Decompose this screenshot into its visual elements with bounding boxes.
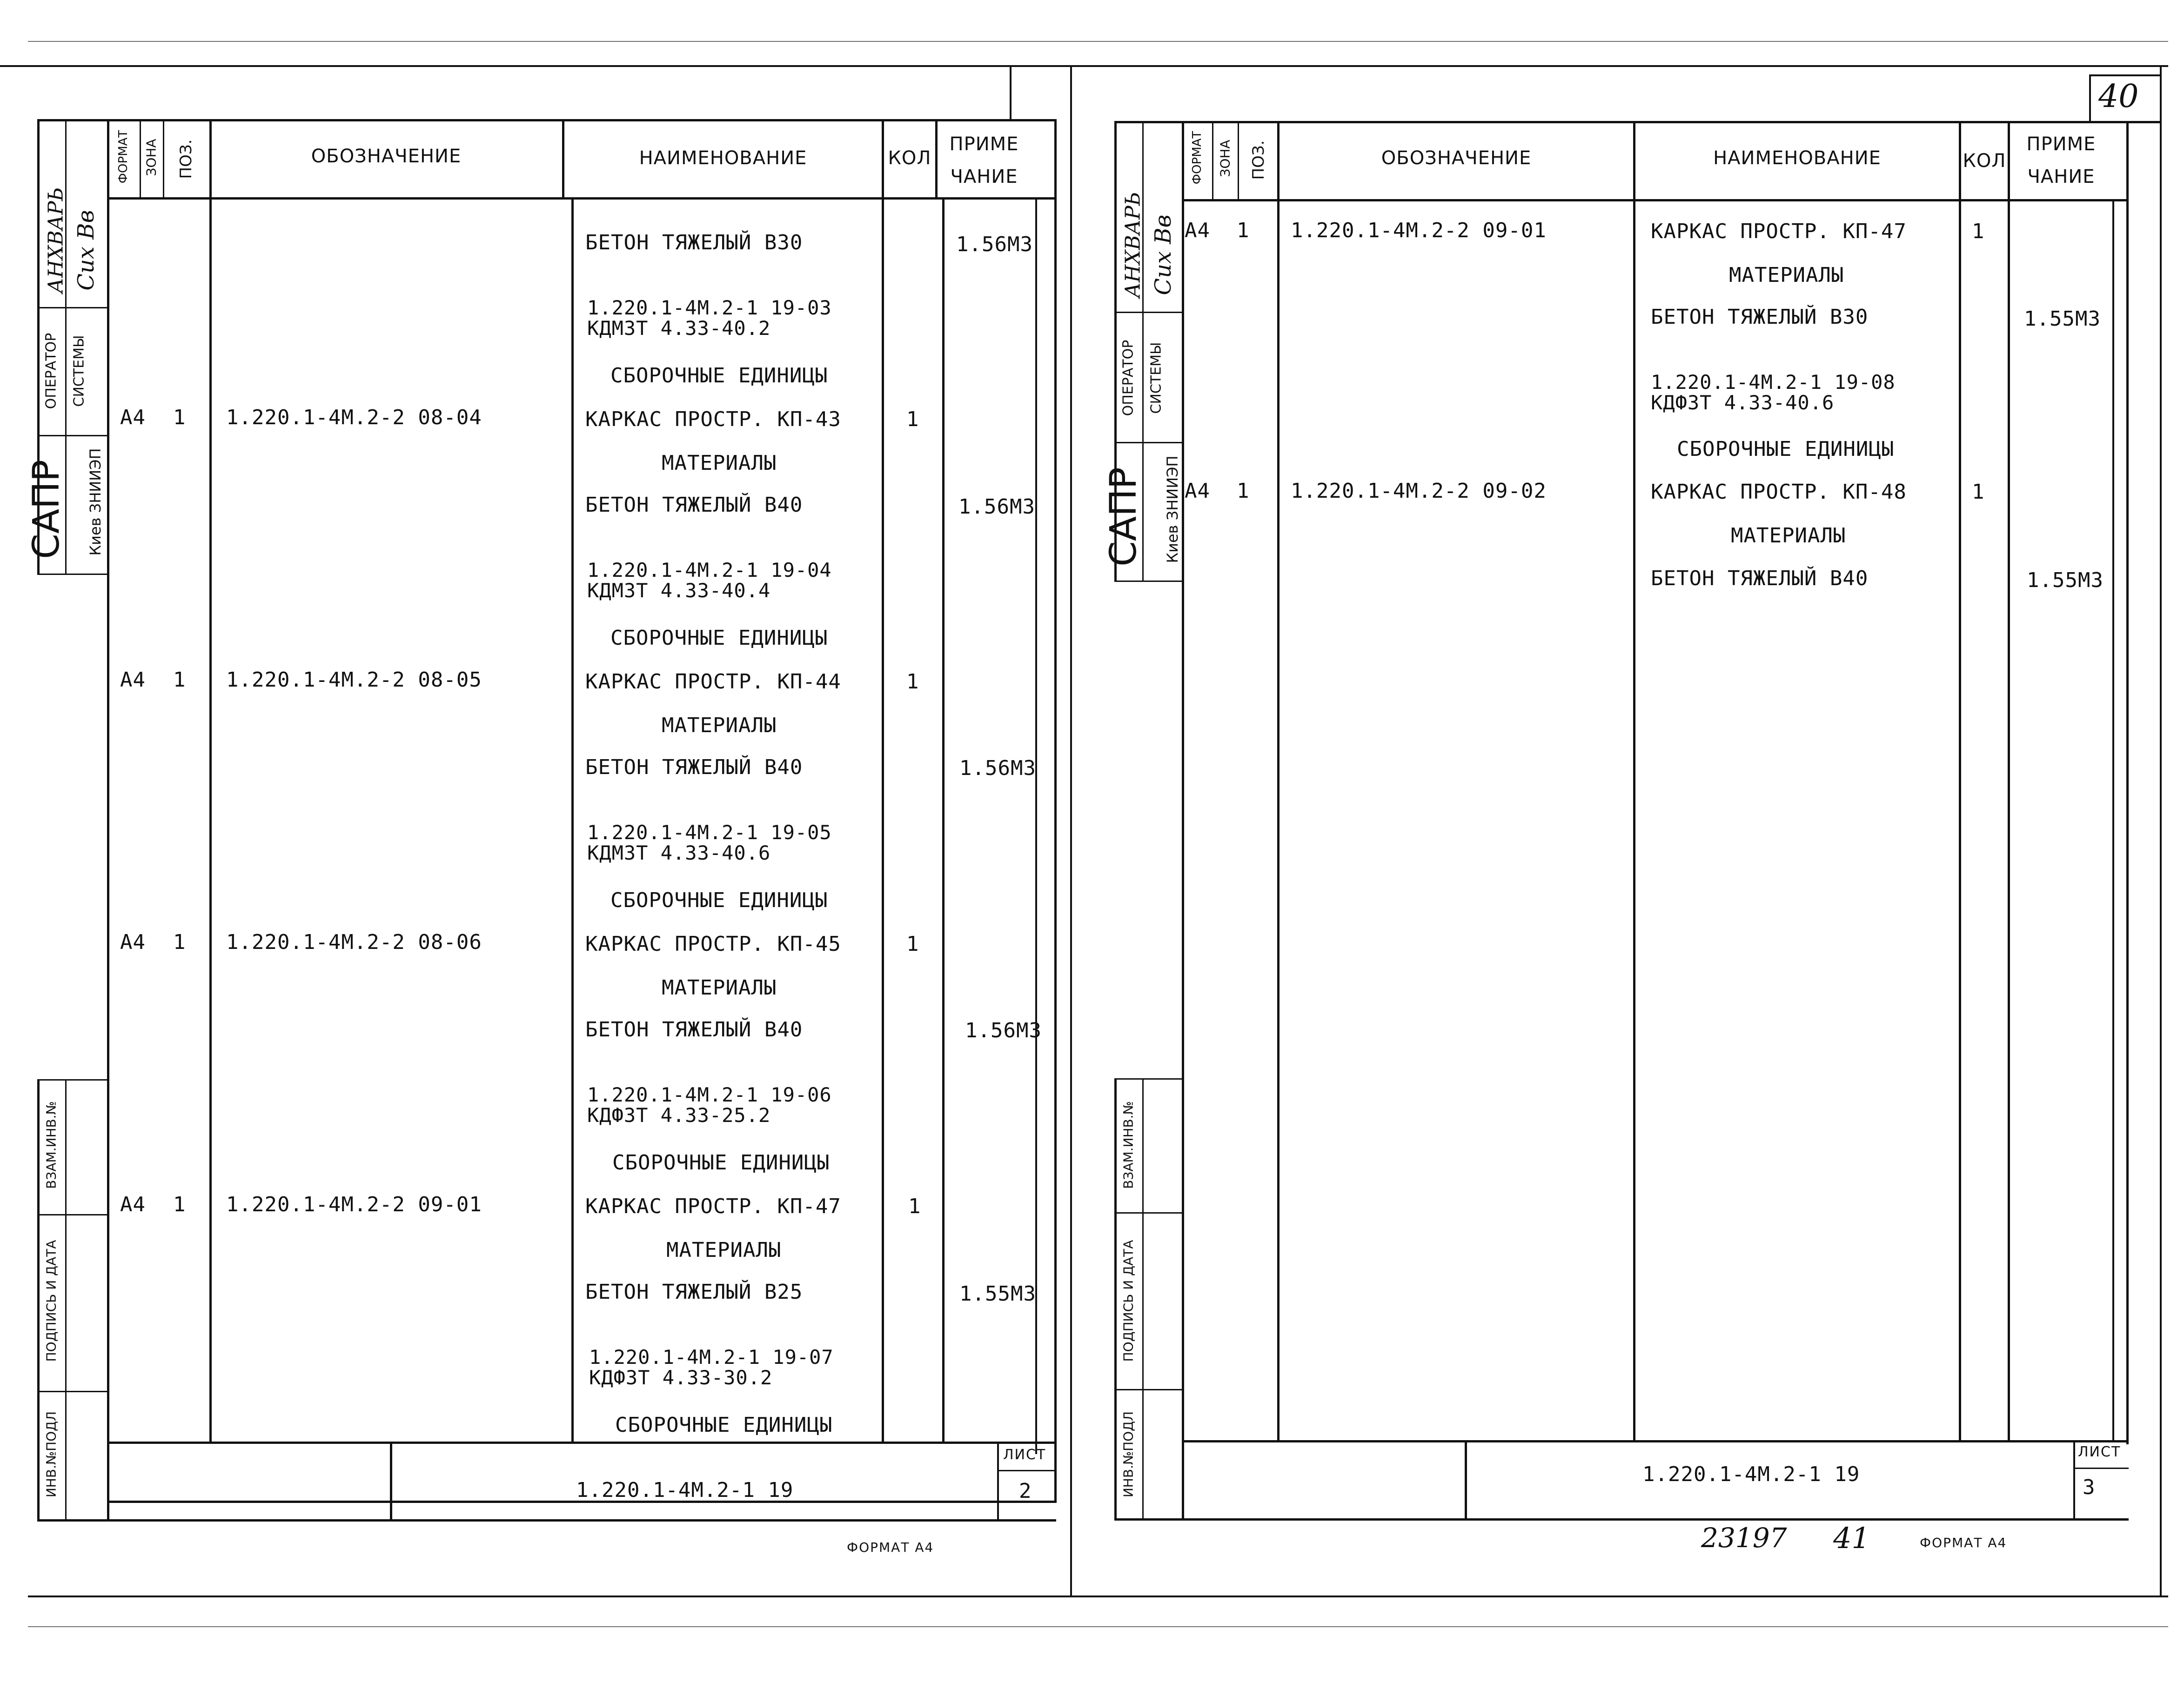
hdr-pos: ПОЗ. <box>177 139 195 179</box>
hdr-zone: ЗОНА <box>143 139 159 176</box>
l-row-name: СБОРОЧНЫЕ ЕДИНИЦЫ <box>610 626 828 650</box>
l-row-qty: 1 <box>906 407 919 431</box>
stamp-systems: СИСТЕМЫ <box>71 335 87 407</box>
stamp-podpis: ПОДПИСЬ И ДАТА <box>1120 1240 1136 1362</box>
r-row-name: БЕТОН ТЯЖЕЛЫЙ В40 <box>1651 567 1869 590</box>
left-format-label: ФОРМАТ А4 <box>847 1540 934 1555</box>
l-row-name: 1.220.1-4М.2-1 19-07 КДФЗТ 4.33-30.2 <box>589 1346 834 1389</box>
l-row-note: 1.56М3 <box>956 233 1033 256</box>
l-row-note: 1.56М3 <box>958 495 1035 519</box>
r-row-name: МАТЕРИАЛЫ <box>1731 524 1846 547</box>
stamp-kiev: Киев ЗНИИЭП <box>1164 455 1181 563</box>
r-row-designation: 1.220.1-4М.2-2 09-02 <box>1291 479 1547 503</box>
page-number-box-top <box>2089 74 2160 76</box>
hdr-name: НАИМЕНОВАНИЕ <box>639 147 807 169</box>
l-row-name: СБОРОЧНЫЕ ЕДИНИЦЫ <box>610 364 828 387</box>
r-row-zone: 1 <box>1237 479 1250 503</box>
bottom-edge-line <box>28 1596 2168 1597</box>
hdr-designation: ОБОЗНАЧЕНИЕ <box>1381 147 1532 169</box>
hdr-format: ФОРМАТ <box>1190 131 1204 185</box>
stamp-operator: ОПЕРАТОР <box>43 333 60 409</box>
l-row-format: А4 <box>120 406 146 429</box>
hdr-qty: КОЛ <box>888 147 931 169</box>
r-row-name: СБОРОЧНЫЕ ЕДИНИЦЫ <box>1677 437 1895 461</box>
l-row-name: СБОРОЧНЫЕ ЕДИНИЦЫ <box>612 1151 830 1175</box>
stamp-january: АНХВАРЬ <box>1121 192 1145 298</box>
r-row-name: 1.220.1-4М.2-1 19-08 КДФЗТ 4.33-40.6 <box>1651 371 1896 414</box>
r-row-name: БЕТОН ТЯЖЕЛЫЙ В30 <box>1651 305 1869 329</box>
l-row-zone: 1 <box>173 668 186 692</box>
hdr-name: НАИМЕНОВАНИЕ <box>1713 147 1881 169</box>
stamp-operator: ОПЕРАТОР <box>1120 340 1137 416</box>
l-row-name: БЕТОН ТЯЖЕЛЫЙ В30 <box>585 231 803 254</box>
l-row-zone: 1 <box>173 406 186 429</box>
l-row-format: А4 <box>120 668 146 692</box>
hdr-note-2: ЧАНИЕ <box>950 166 1018 187</box>
l-row-name: 1.220.1-4М.2-1 19-06 КДФЗТ 4.33-25.2 <box>587 1083 832 1127</box>
l-row-name: БЕТОН ТЯЖЕЛЫЙ В40 <box>585 493 803 517</box>
stamp-podpis: ПОДПИСЬ И ДАТА <box>43 1240 59 1362</box>
l-row-name: 1.220.1-4М.2-1 19-04 КДМЗТ 4.33-40.4 <box>587 559 832 602</box>
left-doc-code: 1.220.1-4М.2-1 19 <box>576 1478 794 1502</box>
stamp-kiev: Киев ЗНИИЭП <box>87 448 104 556</box>
l-row-name: МАТЕРИАЛЫ <box>666 1238 782 1262</box>
right-format-label: ФОРМАТ А4 <box>1920 1535 2007 1550</box>
l-row-name: КАРКАС ПРОСТР. КП-47 <box>585 1195 841 1218</box>
l-row-name: СБОРОЧНЫЕ ЕДИНИЦЫ <box>610 888 828 912</box>
right-doc-code: 1.220.1-4М.2-1 19 <box>1642 1462 1860 1486</box>
hdr-note-1: ПРИМЕ <box>2026 134 2096 155</box>
archive-number: 23197 <box>1701 1522 1787 1554</box>
left-sheet-label: ЛИСТ <box>1003 1447 1046 1463</box>
l-row-name: МАТЕРИАЛЫ <box>662 976 777 1000</box>
l-row-name: 1.220.1-4М.2-1 19-05 КДМЗТ 4.33-40.6 <box>587 821 832 864</box>
hdr-designation: ОБОЗНАЧЕНИЕ <box>311 146 462 167</box>
page-number-box-left <box>2089 74 2091 121</box>
l-row-name: МАТЕРИАЛЫ <box>662 451 777 475</box>
l-row-name: 1.220.1-4М.2-1 19-03 КДМЗТ 4.33-40.2 <box>587 296 832 340</box>
l-row-format: А4 <box>120 930 146 954</box>
l-row-qty: 1 <box>906 670 919 694</box>
r-row-note: 1.55М3 <box>2024 307 2101 331</box>
top-scan-line <box>28 41 2168 42</box>
r-row-name: МАТЕРИАЛЫ <box>1729 263 1844 287</box>
l-row-designation: 1.220.1-4М.2-2 09-01 <box>226 1193 482 1216</box>
l-row-qty: 1 <box>908 1195 921 1218</box>
l-row-zone: 1 <box>173 930 186 954</box>
page-number: 40 <box>2098 78 2139 115</box>
hdr-zone: ЗОНА <box>1217 140 1233 177</box>
hdr-pos: ПОЗ. <box>1249 140 1268 180</box>
archive-page: 41 <box>1833 1521 1870 1555</box>
stamp-sapr: САПР <box>1103 467 1145 567</box>
left-sheet-number: 2 <box>1019 1479 1032 1503</box>
l-row-note: 1.55М3 <box>959 1282 1036 1306</box>
l-row-name: КАРКАС ПРОСТР. КП-43 <box>585 407 841 431</box>
r-row-name: КАРКАС ПРОСТР. КП-48 <box>1651 480 1907 504</box>
bottom-scan-line <box>28 1626 2168 1627</box>
r-row-designation: 1.220.1-4М.2-2 09-01 <box>1291 219 1547 242</box>
l-row-name: МАТЕРИАЛЫ <box>662 714 777 737</box>
l-row-name: СБОРОЧНЫЕ ЕДИНИЦЫ <box>615 1413 833 1437</box>
hdr-qty: КОЛ <box>1963 150 2006 172</box>
r-row-qty: 1 <box>1972 480 1985 504</box>
r-row-format: А4 <box>1185 219 1210 242</box>
right-sheet-label: ЛИСТ <box>2078 1444 2121 1460</box>
left-top-small-box-v <box>1010 67 1012 119</box>
stamp-signature: Сих Вв <box>73 210 99 291</box>
l-row-designation: 1.220.1-4М.2-2 08-05 <box>226 668 482 692</box>
l-row-name: БЕТОН ТЯЖЕЛЫЙ В25 <box>585 1280 803 1304</box>
l-row-zone: 1 <box>173 1193 186 1216</box>
l-row-format: А4 <box>120 1193 146 1216</box>
hdr-note-1: ПРИМЕ <box>949 134 1019 155</box>
r-row-note: 1.55М3 <box>2027 568 2104 592</box>
l-row-designation: 1.220.1-4М.2-2 08-06 <box>226 930 482 954</box>
l-row-name: КАРКАС ПРОСТР. КП-45 <box>585 932 841 956</box>
stamp-signature: Сих Вв <box>1150 214 1176 295</box>
l-row-qty: 1 <box>906 932 919 956</box>
stamp-vzam-inv: ВЗАМ.ИНВ.№ <box>1120 1101 1136 1189</box>
l-row-name: КАРКАС ПРОСТР. КП-44 <box>585 670 841 694</box>
l-row-designation: 1.220.1-4М.2-2 08-04 <box>226 406 482 429</box>
l-row-name: БЕТОН ТЯЖЕЛЫЙ В40 <box>585 1018 803 1041</box>
r-row-zone: 1 <box>1237 219 1250 242</box>
right-frame-edge <box>2160 65 2162 1596</box>
hdr-format: ФОРМАТ <box>116 130 130 184</box>
center-divider <box>1070 65 1072 1596</box>
stamp-sapr: САПР <box>26 460 67 559</box>
top-edge-line <box>0 65 2168 67</box>
l-row-note: 1.56М3 <box>965 1019 1042 1042</box>
stamp-january: АНХВАРЬ <box>44 187 68 294</box>
stamp-inv-podl: ИНВ.№ПОДЛ <box>43 1411 59 1498</box>
right-sheet-number: 3 <box>2083 1475 2096 1499</box>
r-row-qty: 1 <box>1972 220 1985 243</box>
stamp-inv-podl: ИНВ.№ПОДЛ <box>1120 1411 1136 1498</box>
hdr-note-2: ЧАНИЕ <box>2027 166 2095 187</box>
l-row-note: 1.56М3 <box>959 756 1036 780</box>
r-row-format: А4 <box>1185 479 1210 503</box>
stamp-vzam-inv: ВЗАМ.ИНВ.№ <box>43 1101 59 1189</box>
r-row-name: КАРКАС ПРОСТР. КП-47 <box>1651 220 1907 243</box>
stamp-systems: СИСТЕМЫ <box>1148 342 1165 414</box>
l-row-name: БЕТОН ТЯЖЕЛЫЙ В40 <box>585 755 803 779</box>
